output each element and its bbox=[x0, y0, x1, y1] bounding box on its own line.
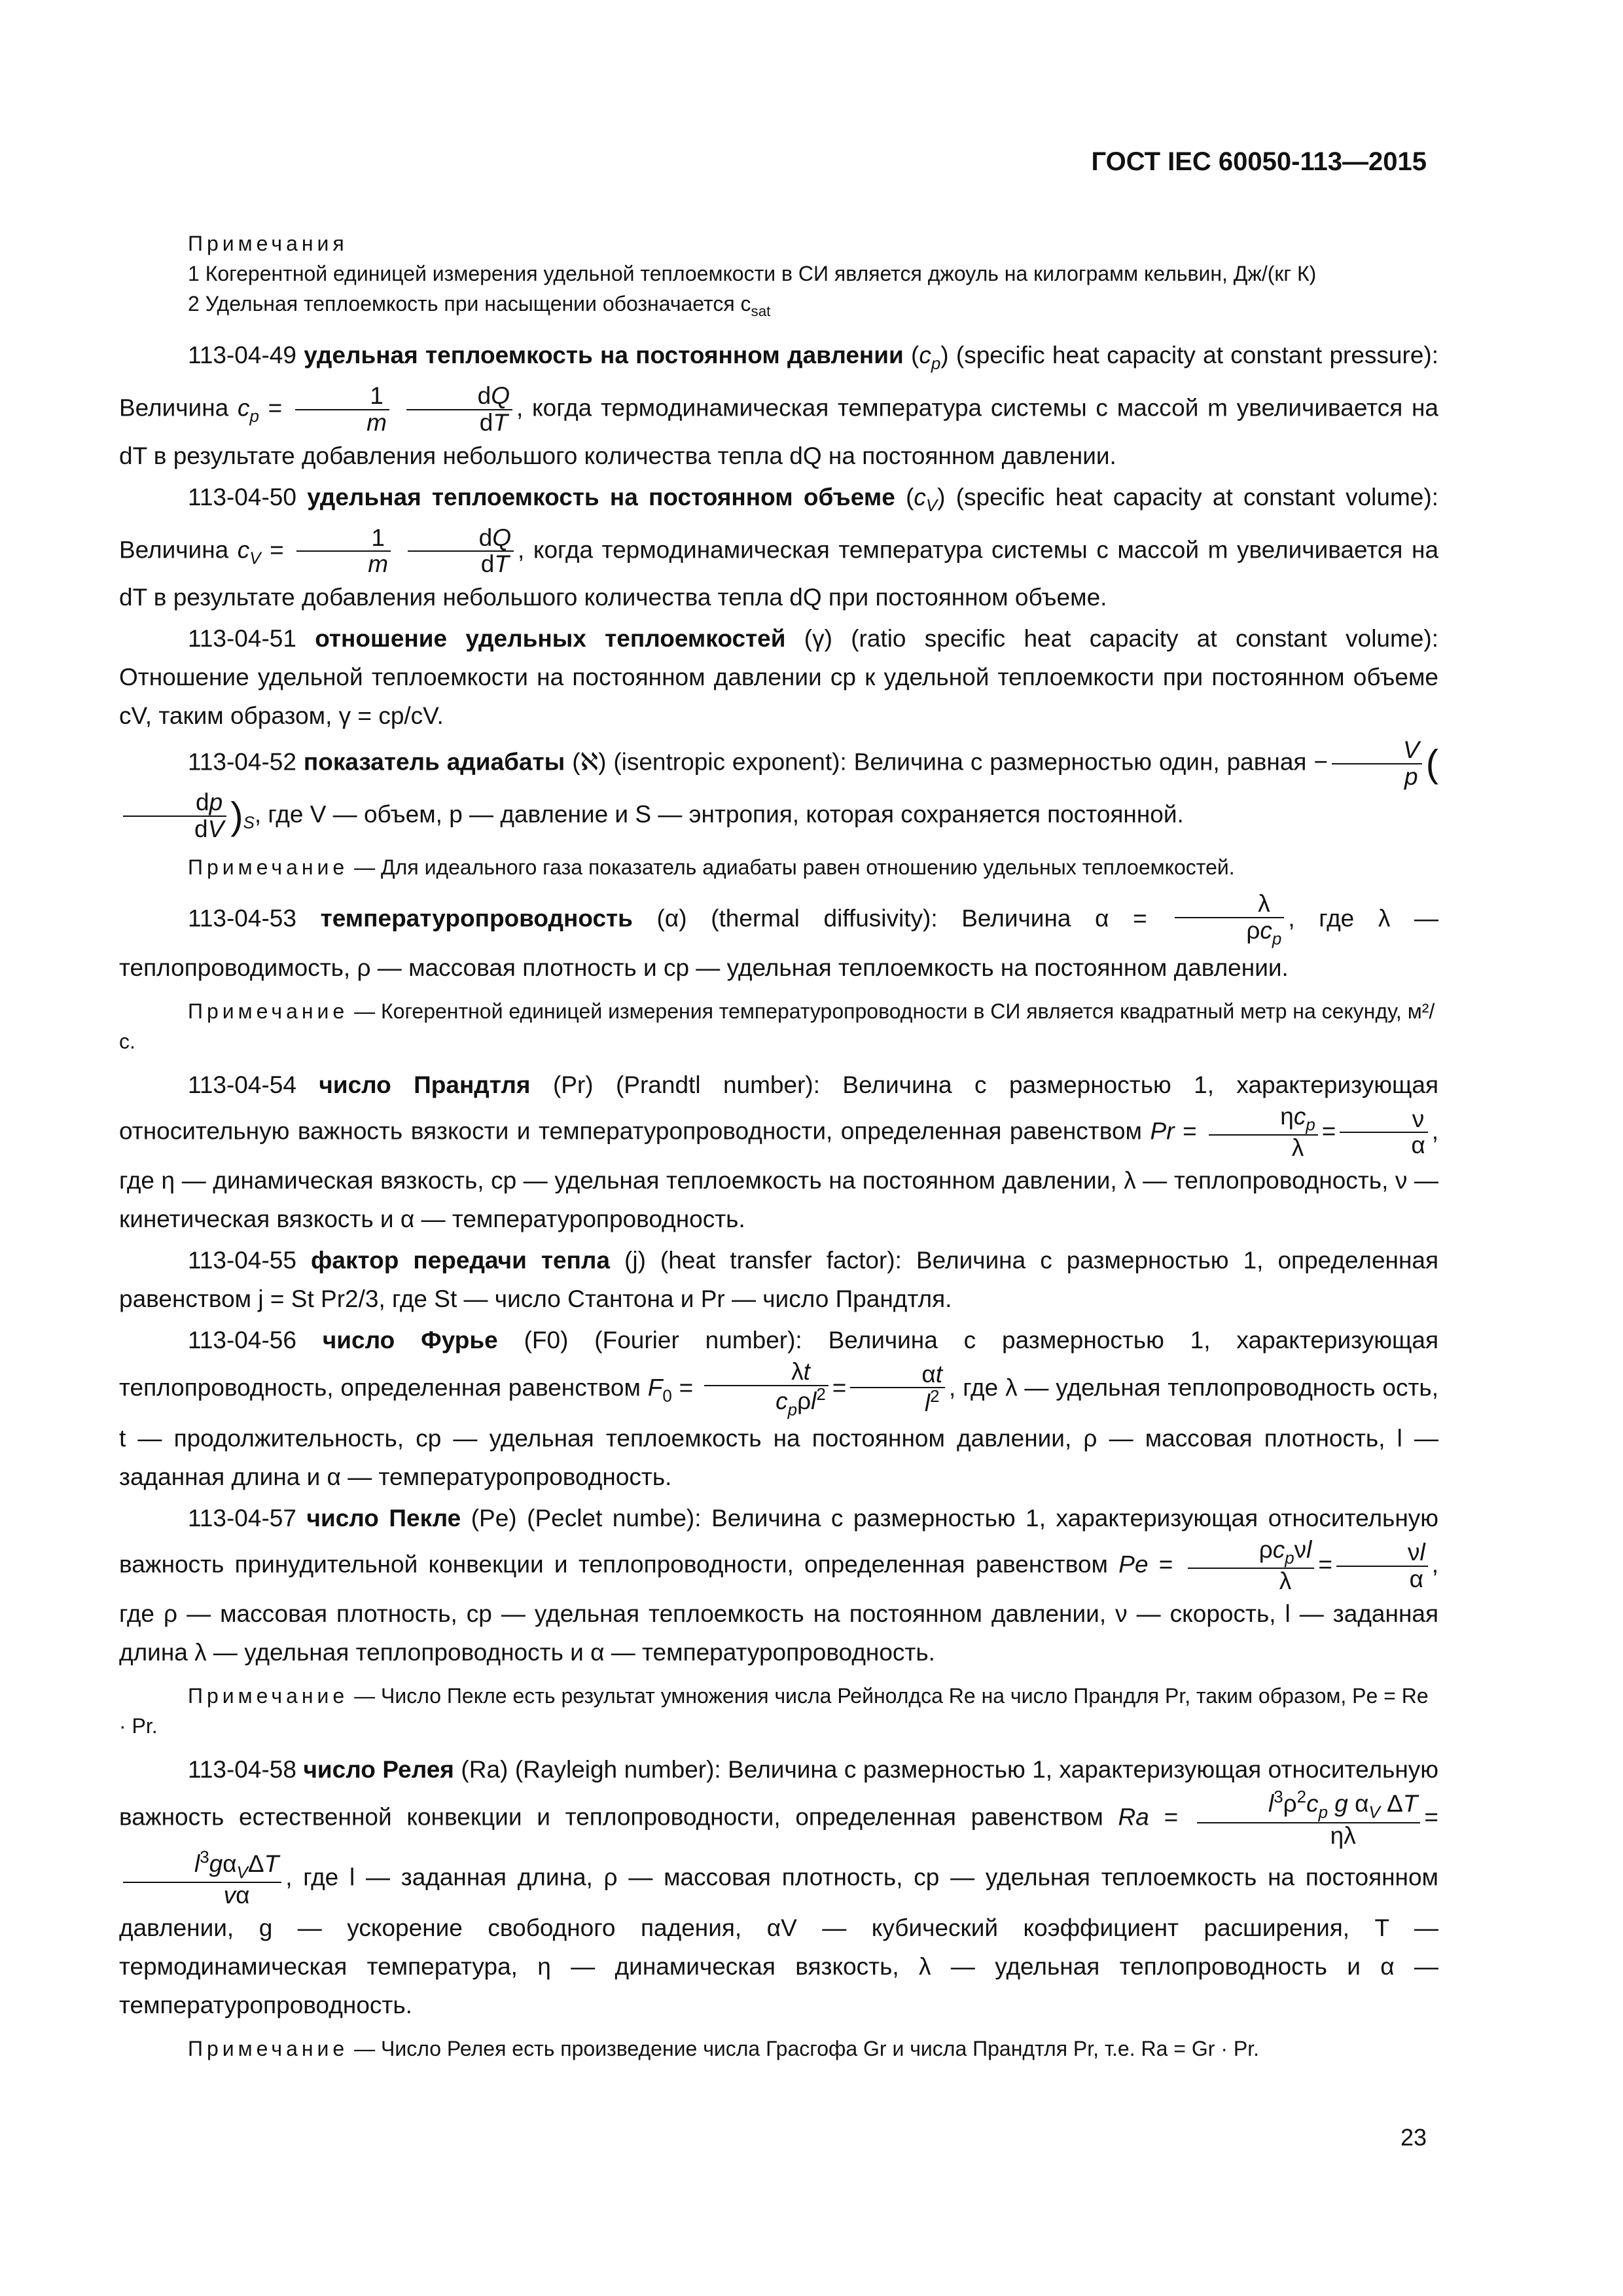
note-113-04-58 bbox=[119, 2034, 1438, 2064]
standard-title: ГОСТ IEC 60050-113—2015 bbox=[1091, 147, 1427, 176]
notes-heading: Примечания bbox=[188, 232, 348, 255]
note-text: — Число Релея есть произведение числа Грасгофа Gr и числа Прандтля Pr, т.е. Ra = Gr · Pr. bbox=[354, 2036, 1259, 2060]
formula-fraction: $\frac{\alpha t}{l^2}$ bbox=[850, 1362, 945, 1417]
formula-fraction: $\frac{1}{m}$ bbox=[296, 526, 391, 578]
note-113-04-52 bbox=[119, 852, 1438, 882]
entry-text: , где λ — теплопроводимость, ρ — массовая плотность и cp — удельная теплоемкость на постоянном давлении. bbox=[119, 905, 1438, 981]
entry-113-04-54: 113-04-54 число Прандтля (Pr) (Prandtl number): Величина с размерностью 1, характеризующая относительную важность вязкости и температуропроводности, определенная равенством Pr = $\eta c_p$ λ = $\frac{\nu}{\alpha}$ , где η — динамическая вязкость, cp — удельная теплоемкость на постоянном давлении, λ — теплопроводность, ν — кинетическая вязкость и α — температуропроводность. bbox=[119, 1071, 1439, 1232]
entry-number: 113-04-50 bbox=[188, 483, 296, 511]
note-label: Примечание bbox=[188, 855, 349, 879]
entry-term: число Прандтля bbox=[319, 1071, 531, 1098]
entry-text: , где l — заданная длина, ρ — массовая плотность, cp — удельная теплоемкость на постоянном давлении, g — ускорение свободного падения, αV — кубический коэффициент расширения, T — термодинамическая температура, η — динамическая вязкость, λ — удельная теплопроводность и α — температуропроводность. bbox=[119, 1863, 1438, 2018]
formula-fraction: $\frac{V}{p}$ bbox=[1332, 738, 1422, 790]
entry-term: показатель адиабаты bbox=[303, 748, 565, 776]
entry-term: удельная теплоемкость на постоянном объеме bbox=[307, 483, 895, 511]
entry-term: фактор передачи тепла bbox=[311, 1246, 610, 1274]
entry-english: (α) (thermal diffusivity): Величина bbox=[656, 905, 1071, 932]
note-113-04-57 bbox=[119, 1681, 1438, 1741]
formula-fraction: $\frac{\nu}{\alpha}$ bbox=[1340, 1107, 1427, 1159]
formula-fraction: $\frac{dp}{dV}$ bbox=[123, 790, 226, 842]
entry-113-04-49: 113-04-49 удельная теплоемкость на постоянном давлении $(c_p)$ (specific heat capacity at constant pressure): Величина $c_p$ = $\frac{1}{m}$ $\frac{dQ}{dT}$ , когда термодинамическая температура системы с массой m увеличивается на dT в результате добавления небольшого количества тепла dQ на постоянном давлении. bbox=[119, 341, 1439, 469]
formula-fraction: λ $\rho c_p$ bbox=[1175, 891, 1284, 948]
note-label: Примечание bbox=[188, 1684, 349, 1708]
entry-113-04-51 bbox=[119, 619, 1438, 735]
entry-english: (specific heat capacity at constant volume): Величина bbox=[119, 483, 1438, 564]
note-text: — Когерентной единицей измерения температуропроводности в СИ является квадратный метр на секунду, м²/с. bbox=[119, 999, 1435, 1053]
entry-text: , где λ — удельная теплопроводность ость, t — продолжительность, cp — удельная теплоемкость на постоянном давлении, ρ — массовая плотность, l — заданная длина и α — температуропроводность. bbox=[119, 1374, 1438, 1491]
entry-english: (Pe) (Peclet numbe): Величина с размерностью 1, характеризующая относительную важность принудительной конвекции и теплопроводности, определенная равенством bbox=[119, 1505, 1439, 1578]
formula-fraction: λt $c_p\rho l^2$ bbox=[704, 1359, 829, 1419]
formula-fraction: $\frac{dQ}{dT}$ bbox=[406, 384, 512, 436]
entry-number: 113-04-53 bbox=[188, 905, 296, 932]
entry-text: , где ρ — массовая плотность, cp — удельная теплоемкость на постоянном давлении, ν — скорость, l — заданная длина λ — удельная теплопроводность и α — температуропроводность. bbox=[119, 1551, 1439, 1666]
entry-113-04-56: 113-04-56 число Фурье (F0) (Fourier number): Величина с размерностью 1, характеризующая теплопроводность, определенная равенством $F_0$ = λt $c_p\rho l^2$ = $\frac{\alpha t}{l^2}$ , где λ — удельная теплопроводность ость, t — продолжительность, cp — удельная теплоемкость на постоянном давлении, ρ — массовая плотность, l — заданная длина и α — температуропроводность. bbox=[119, 1326, 1439, 1491]
entry-english: (Pr) (Prandtl number): Величина с размерностью 1, характеризующая относительную важность вязкости и температуропроводности, определенная равенством bbox=[119, 1071, 1439, 1145]
entry-text: (γ) (ratio specific heat capacity at constant volume): Отношение удельной теплоемкости на постоянном давлении cp к удельной теплоемкости при постоянном объеме cV, таким образом, γ = cp/cV. bbox=[119, 625, 1438, 730]
formula-fraction: $\frac{l^3\rho^2c_p g \alpha_V \Delta T}{\eta\lambda}$ bbox=[1197, 1789, 1420, 1848]
entry-text: , когда термодинамическая температура системы с массой m увеличивается на dT в результате добавления небольшого количества тепла dQ на постоянном давлении. bbox=[119, 394, 1439, 469]
document-body bbox=[119, 219, 1438, 2073]
note-113-04-53 bbox=[119, 996, 1438, 1056]
formula-fraction: $\frac{1}{m}$ bbox=[295, 384, 389, 436]
entry-number: 113-04-58 bbox=[188, 1756, 296, 1784]
formula-fraction: $\eta c_p$ λ bbox=[1209, 1104, 1317, 1161]
entry-term: число Фурье bbox=[322, 1326, 498, 1354]
formula-fraction: $\frac{dQ}{dT}$ bbox=[408, 526, 514, 578]
note-text: — Число Пекле есть результат умножения числа Рейнолдса Re на число Прандля Pr, таким образом, Pe = Re · Pr. bbox=[119, 1684, 1429, 1738]
entry-term: число Пекле bbox=[306, 1505, 461, 1532]
entry-number: 113-04-56 bbox=[188, 1326, 296, 1354]
entry-english: (F0) (Fourier number): Величина с размерностью 1, характеризующая теплопроводность, определенная равенством bbox=[119, 1326, 1439, 1401]
entry-113-04-53: 113-04-53 температуропроводность (α) (thermal diffusivity): Величина α = λ $\rho c_p$ , где λ — теплопроводимость, ρ — массовая плотность и cp — удельная теплоемкость на постоянном давлении. bbox=[119, 889, 1438, 981]
note-1: 1 Когерентной единицей измерения удельной теплоемкости в СИ является джоуль на килограмм кельвин, Дж/(кг К) bbox=[188, 262, 1317, 285]
note-label: Примечание bbox=[188, 999, 349, 1023]
entry-english: (specific heat capacity at constant pressure): Величина bbox=[119, 341, 1439, 422]
note-2: 2 Удельная теплоемкость при насыщении обозначается $c_{sat}$ bbox=[188, 292, 771, 319]
entry-113-04-52: 113-04-52 показатель адиабаты (ℵ) (isentropic exponent): Величина с размерностью один, равная − $\frac{V}{p}$ ( $\frac{dp}{dV}$ )$_S$, где V — объем, p — давление и S — энтропия, которая сохраняется постоянной. bbox=[119, 738, 1438, 842]
entry-number: 113-04-55 bbox=[188, 1246, 296, 1274]
entry-text: , где η — динамическая вязкость, cp — удельная теплоемкость на постоянном давлении, λ — теплопроводность, ν — кинетическая вязкость и α — температуропроводность. bbox=[119, 1117, 1438, 1232]
note-text: — Для идеального газа показатель адиабаты равен отношению удельных теплоемкостей. bbox=[354, 855, 1235, 879]
entry-113-04-55 bbox=[119, 1241, 1438, 1318]
entry-term: удельная теплоемкость на постоянном давлении bbox=[304, 341, 904, 368]
entry-number: 113-04-57 bbox=[188, 1505, 296, 1532]
page-number: 23 bbox=[1400, 2124, 1427, 2151]
note-label: Примечание bbox=[188, 2036, 349, 2060]
entry-number: 113-04-54 bbox=[188, 1071, 296, 1098]
entry-113-04-58: 113-04-58 число Релея (Ra) (Rayleigh number): Величина с размерностью 1, характеризующая относительную важность естественной конвекции и теплопроводности, определенная равенством Ra = $\frac{l^3\rho^2c_p g \alpha_V \Delta T}{\eta\lambda}$ = $l^3g\alpha_V\Delta T$ vα , где l — заданная длина, ρ — массовая плотность, cp — удельная теплоемкость на постоянном давлении, g — ускорение свободного падения, αV — кубический коэффициент расширения, T — термодинамическая температура, η — динамическая вязкость, λ — удельная теплопроводность и α — температуропроводность. bbox=[119, 1756, 1439, 2018]
entry-text: , где V — объем, p — давление и S — энтропия, которая сохраняется постоянной. bbox=[254, 800, 1184, 828]
entry-113-04-50: 113-04-50 удельная теплоемкость на постоянном объеме $(c_V)$ (specific heat capacity at constant volume): Величина $c_V$ = $\frac{1}{m}$ $\frac{dQ}{dT}$ , когда термодинамическая температура системы с массой m увеличивается на dT в результате добавления небольшого количества тепла dQ при постоянном объеме. bbox=[119, 483, 1439, 611]
entry-text: (j) (heat transfer factor): Величина с размерностью 1, определенная равенством j = St Pr2/3, где St — число Стантона и Pr — число Прандтля. bbox=[119, 1246, 1439, 1312]
entry-english: (ℵ) (isentropic exponent): Величина с размерностью один, равная bbox=[572, 748, 1307, 776]
entry-term: число Релея bbox=[303, 1756, 454, 1784]
formula-fraction: $\rho c_p\nu l$ λ bbox=[1188, 1537, 1315, 1594]
entry-term: отношение удельных теплоемкостей bbox=[315, 625, 786, 653]
entry-english: (Ra) (Rayleigh number): Величина с размерностью 1, характеризующая относительную важность естественной конвекции и теплопроводности, определенная равенством bbox=[119, 1756, 1438, 1831]
entry-number: 113-04-52 bbox=[188, 748, 296, 776]
entry-number: 113-04-51 bbox=[188, 625, 296, 653]
notes-top bbox=[119, 228, 1438, 327]
formula-fraction: $\frac{\nu l}{\alpha}$ bbox=[1336, 1540, 1428, 1592]
entry-113-04-57: 113-04-57 число Пекле (Pe) (Peclet numbe): Величина с размерностью 1, характеризующая относительную важность принудительной конвекции и теплопроводности, определенная равенством Pe = $\rho c_p\nu l$ λ = $\frac{\nu l}{\alpha}$ , где ρ — массовая плотность, cp — удельная теплоемкость на постоянном давлении, ν — скорость, l — заданная длина λ — удельная теплопроводность и α — температуропроводность. bbox=[119, 1505, 1439, 1666]
entry-term: температуропроводность bbox=[320, 905, 633, 932]
entry-number: 113-04-49 bbox=[188, 341, 296, 368]
entry-text: , когда термодинамическая температура системы с массой m увеличивается на dT в результате добавления небольшого количества тепла dQ при постоянном объеме. bbox=[119, 536, 1439, 611]
formula-fraction: $l^3g\alpha_V\Delta T$ vα bbox=[123, 1849, 281, 1909]
